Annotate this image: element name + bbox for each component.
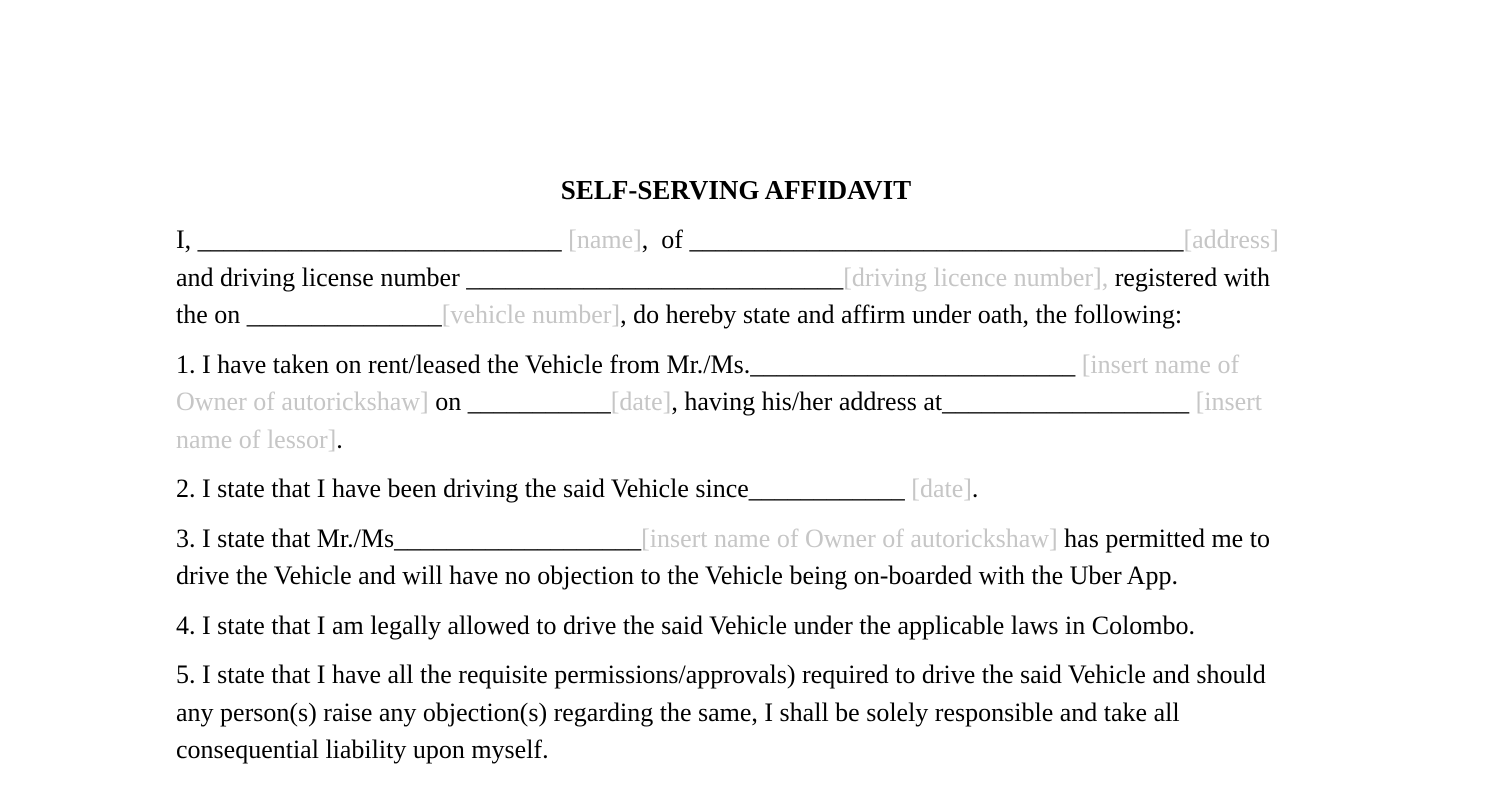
clause-3-paragraph [176, 520, 1296, 595]
placeholder-segment: [insert name of Owner of autorickshaw] [176, 349, 1240, 416]
text-segment: 1. I have taken on rent/leased the Vehicle from Mr./Ms. [176, 349, 751, 379]
text-segment: . [971, 474, 979, 503]
placeholder-segment: [name] [568, 225, 642, 254]
fill-in-blank: ___________________ [394, 523, 642, 553]
fill-in-blank: ___________________ [942, 387, 1190, 416]
fill-in-blank: ______________________________________ [689, 225, 1184, 254]
document-content [176, 175, 1296, 769]
fill-in-blank: _____________________________ [466, 262, 844, 292]
text-segment: 5. I state that I have all the requisite permissions/approvals) required to drive the said Vehicle and should any person(s) raise any objection(s) regarding the same, I shall be solely responsible and take all consequential liability upon myself. [176, 660, 1266, 764]
text-segment: I, [176, 225, 198, 254]
placeholder-segment: [date] [911, 474, 972, 503]
placeholder-segment: [vehicle number] [441, 300, 621, 329]
text-segment: on [428, 387, 468, 416]
text-segment: has permitted me to drive the Vehicle and will have no objection to the Vehicle being on-boarded with the Uber App. [176, 523, 1270, 590]
fill-in-blank: ____________________________ [197, 225, 569, 254]
clause-2-paragraph [176, 470, 1296, 508]
placeholder-segment: [insert name of Owner of autorickshaw] [641, 523, 1058, 553]
document-title: SELF-SERVING AFFIDAVIT [560, 175, 912, 205]
text-segment: and driving license number [176, 262, 467, 292]
clause-4-paragraph [176, 607, 1296, 645]
intro-paragraph [176, 221, 1296, 334]
text-segment: . [336, 424, 343, 454]
text-segment: 4. I state that I am legally allowed to drive the said Vehicle under the applicable laws in Colombo. [176, 610, 1196, 640]
placeholder-segment: [address] [1183, 225, 1279, 254]
text-segment: 2. I state that I have been driving the said Vehicle since [176, 474, 749, 503]
fill-in-blank: _________________________ [750, 349, 1076, 379]
text-segment: , of [641, 225, 690, 254]
placeholder-segment: [insert name of lessor] [176, 387, 1262, 454]
placeholder-segment: [driving licence number], [843, 262, 1109, 292]
text-segment: , do hereby state and affirm under oath, the following: [620, 300, 1183, 329]
fill-in-blank: ___________ [467, 387, 611, 416]
text-segment: 3. I state that Mr./Ms [176, 523, 395, 553]
fill-in-blank: ____________ [748, 474, 905, 503]
clause-5-paragraph [176, 656, 1296, 769]
paragraphs-container [176, 221, 1296, 769]
text-segment: , having his/her address at [671, 387, 943, 416]
clause-1-paragraph [176, 346, 1296, 459]
placeholder-segment: [date] [610, 387, 672, 416]
fill-in-blank: _______________ [246, 300, 442, 329]
text-segment: registered with the on [176, 262, 1270, 329]
